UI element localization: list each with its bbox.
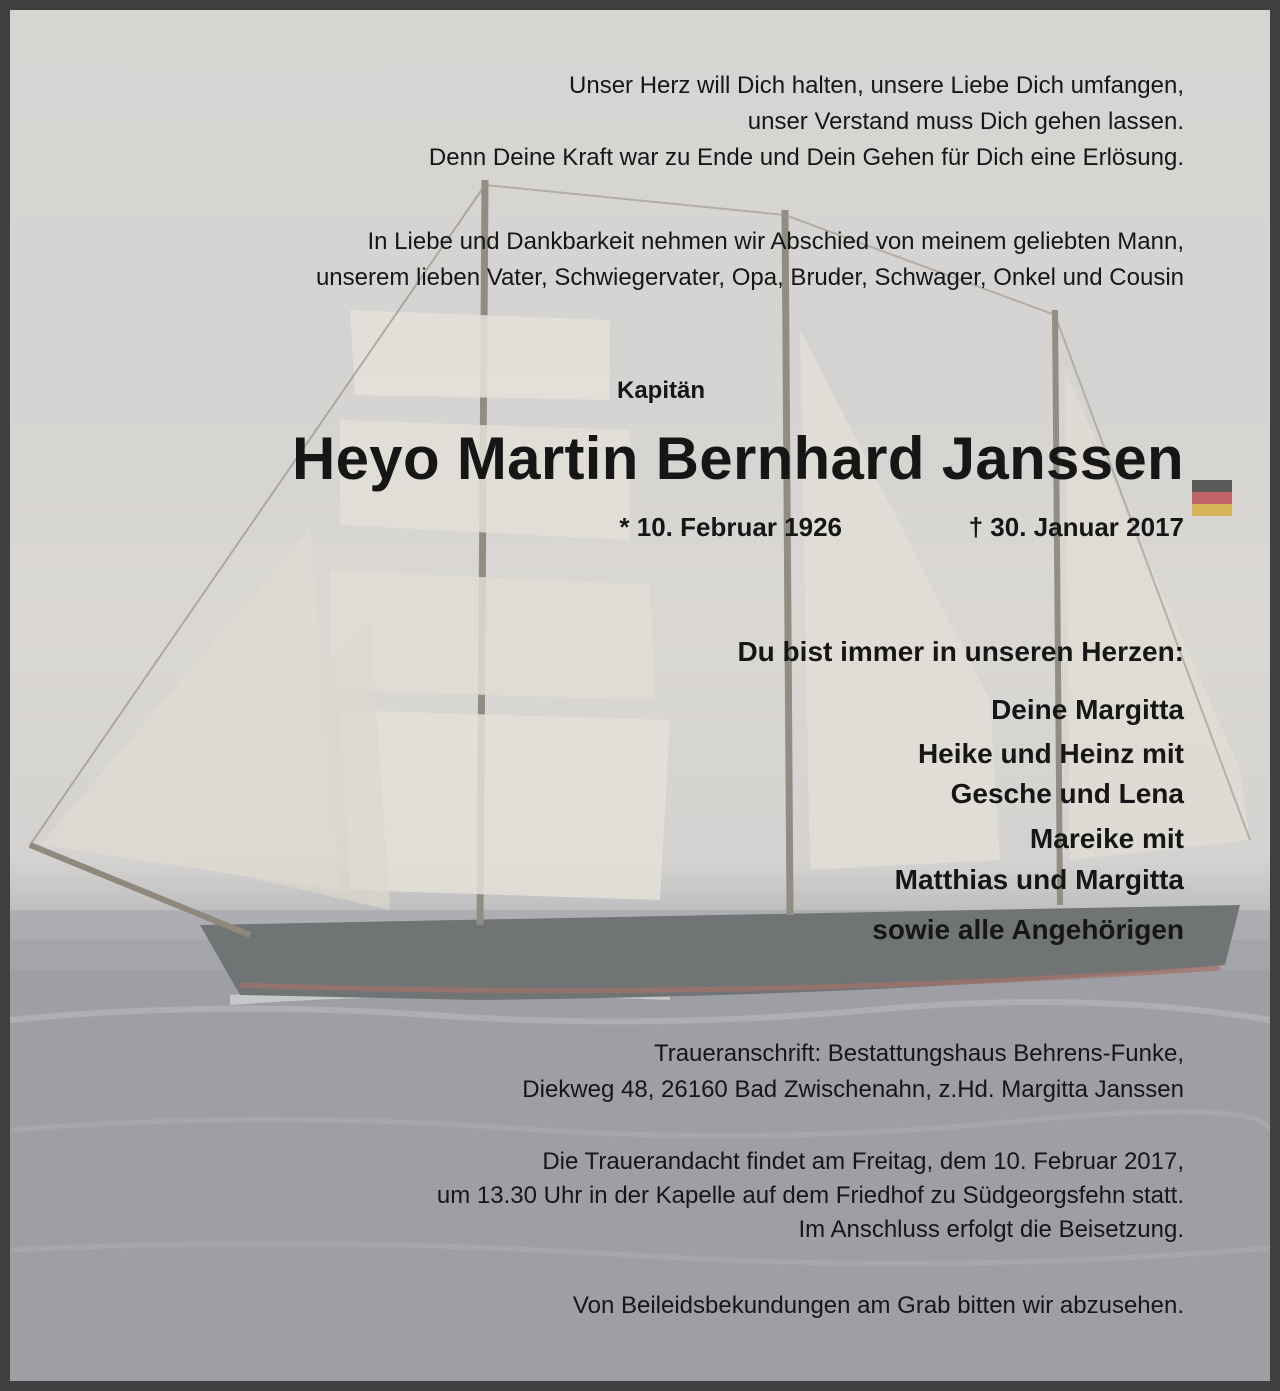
address-line-1: Traueranschrift: Bestattungshaus Behrens-Funke,	[653, 1040, 1184, 1067]
mourner-name: Deine Margitta	[991, 694, 1184, 725]
obituary-notice	[10, 10, 1270, 1381]
mourner-name: sowie alle Angehörigen	[872, 914, 1184, 945]
mourner-name: Gesche und Lena	[950, 778, 1184, 809]
verse-line-2: unser Verstand muss Dich gehen lassen.	[747, 108, 1184, 135]
service-line-3: Im Anschluss erfolgt die Beisetzung.	[798, 1216, 1184, 1243]
service-line-1: Die Trauerandacht findet am Freitag, dem 10. Februar 2017,	[542, 1148, 1184, 1175]
verse-line-3: Denn Deine Kraft war zu Ende und Dein Gehen für Dich eine Erlösung.	[428, 144, 1184, 171]
death-date: † 30. Januar 2017	[968, 512, 1184, 542]
deceased-name: Heyo Martin Bernhard Janssen	[292, 425, 1184, 492]
service-line-2: um 13.30 Uhr in der Kapelle auf dem Friedhof zu Südgeorgsfehn statt.	[436, 1182, 1184, 1209]
intro-line-2: unserem lieben Vater, Schwiegervater, Opa, Bruder, Schwager, Onkel und Cousin	[315, 264, 1184, 291]
address-line-2: Diekweg 48, 26160 Bad Zwischenahn, z.Hd. Margitta Janssen	[522, 1076, 1184, 1103]
deceased-title: Kapitän	[616, 377, 705, 404]
mourner-name: Mareike mit	[1029, 823, 1184, 854]
birth-date: * 10. Februar 1926	[619, 512, 842, 542]
mourner-name: Heike und Heinz mit	[917, 738, 1184, 769]
closing-note: Von Beileidsbekundungen am Grab bitten wir abzusehen.	[572, 1292, 1184, 1319]
mourners-heading: Du bist immer in unseren Herzen:	[737, 636, 1184, 667]
intro-line-1: In Liebe und Dankbarkeit nehmen wir Abschied von meinem geliebten Mann,	[367, 228, 1184, 255]
mourner-name: Matthias und Margitta	[894, 864, 1184, 895]
verse-line-1: Unser Herz will Dich halten, unsere Liebe Dich umfangen,	[569, 72, 1184, 99]
